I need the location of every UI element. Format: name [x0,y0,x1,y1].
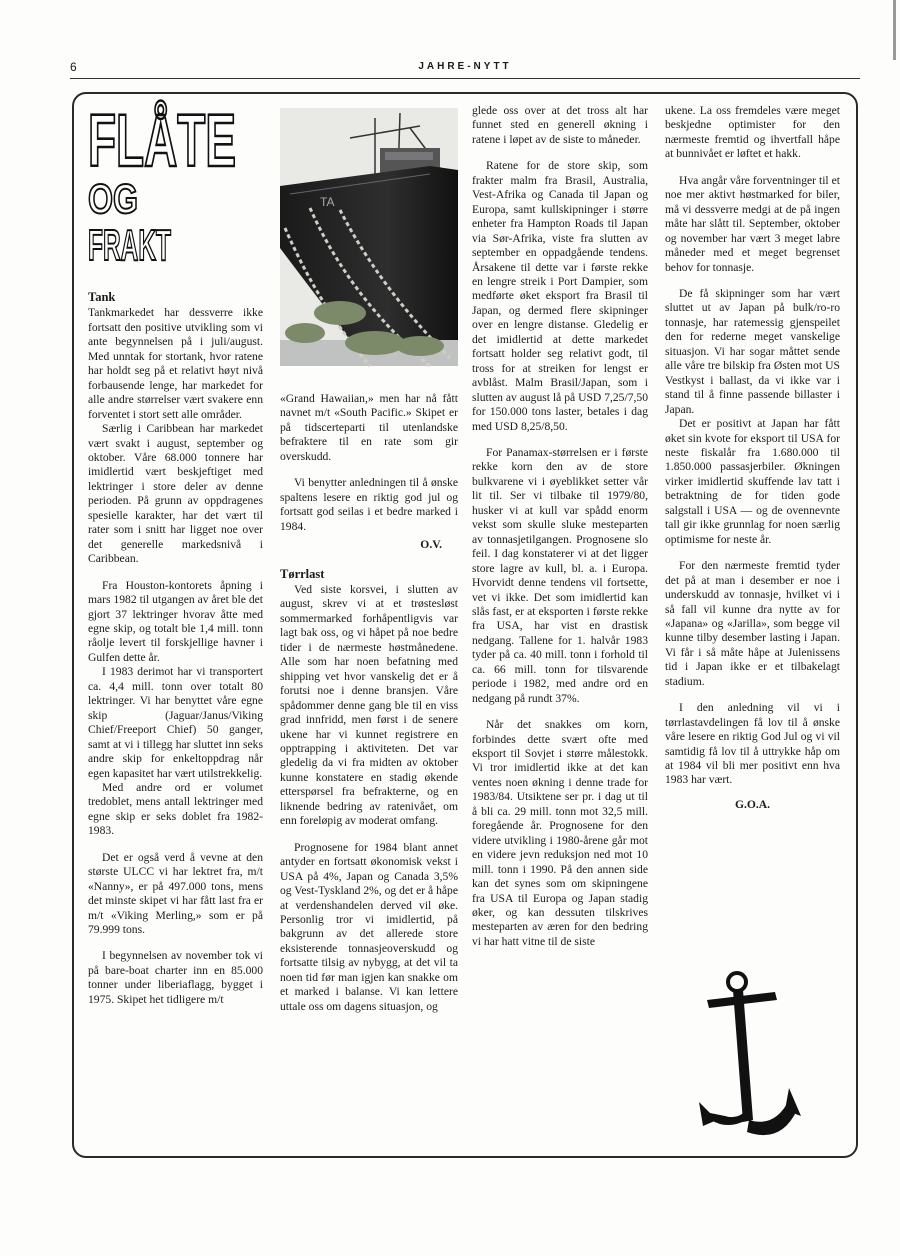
column-3 [472,104,648,949]
paragraph: Prognosene for 1984 blant annet antyder en fortsatt økonomisk vekst i USA på 4%, Japan og Canada 3,5% og Vest-Tyskland 2%, og det er å håpe at verdenshandelen derved vil øke. Personlig tror vi imidlertid, på bakgrunn av det allerede store eksisterende tonnasjeoverskudd og fortsatte tilsig av nybygg, at det vil ta noen tid før man igjen kan snakke om et marked i balanse. Vi kan lettere uttale oss om dagens situasjon, og [280,840,458,1013]
title-line-3: FRAKT [88,221,172,270]
paragraph: «Grand Hawaiian,» men har nå fått navnet m/t «South Pacific.» Skipet er på tidscerteparti til utenlandske befraktere til en rate som gir overskudd. [280,392,458,463]
paragraph: glede oss over at det tross alt har funnet sted en generell økning i ratene i løpet av de siste to måneder. [472,104,648,146]
article-title [86,98,246,268]
paragraph: For den nærmeste fremtid tyder det på at man i desember er noe i underskudd av tonnasje, hvilket vi i så fall vil kunne dra nytte av for «Japana» og «Jarilla», som begge vil kunne tilby desember lasting i Japan. Vi får i så måte håpe at Julenissens tid i Japan ikke er et tilbakelagt stadium. [665,559,840,688]
section-heading-torrlast: Tørrlast [280,566,325,581]
paragraph: ukene. La oss fremdeles være meget beskjedne optimister for den nærmeste fremtid og ihvertfall håpe at bunnivået er løftet et hakk. [665,104,840,161]
paragraph: De få skipninger som har vært sluttet ut av Japan på bulk/ro-ro tonnasje, har ratemessig gjenspeilet den for rederne meget vanskelige situasjon. Vi har sogar måttet sende alle våre tre bilskip fra Østen mot US Vestkyst i ballast, da vi ikke var i stand til å finne passende billaster i Japan. [665,286,840,416]
masthead: JAHRE-NYTT [418,61,512,72]
hull-lettering: TA [320,195,335,209]
paragraph: I den anledning vil vi i tørrlastavdelingen få lov til å ønske våre lesere en riktig God Jul og vi vil samtidig få lov til å uttrykke håp om at 1984 vil bli mer positivt enn hva 1983 har vært. [665,701,840,787]
signature-goa: G.O.A. [734,797,771,811]
paragraph: Det er også verd å vevne at den største ULCC vi har lektret fra, m/t «Nanny», er på 497.000 tons, mens det minste skipet vi har fått last fra er m/t «Viking Merling,» som er på 79.999 tons. [88,850,263,937]
ship-bow-photo [280,108,458,366]
paragraph: Særlig i Caribbean har markedet vært svakt i august, september og oktober. Våre 68.000 tonnere har imidlertid vært beskjeftiget med lektringer i store deler av denne perioden. På grunn av oppdragenes spesielle karakter, har det vært til rater som i snitt har ligget noe over det generelle markedsnivå i Caribbean. [88,422,263,566]
paragraph: Det er positivt at Japan har fått øket sin kvote for eksport til USA for neste fiskalår fra 1.680.000 til 1.850.000 passasjerbiler. Økningen virker imidlertid skuffende lav tatt i betraktning de for tiden gode salgstall i USA — og de ovennevnte tall gir ikke grunnlag for noen særlig optimisme for neste år. [665,417,840,546]
title-line-2: OG [88,175,138,222]
paragraph: I begynnelsen av november tok vi på bare-boat charter inn en 85.000 tonner under liberiaflagg, bygget i 1975. Skipet het tidligere m/t [88,949,263,1006]
paragraph: Ratene for de store skip, som frakter malm fra Brasil, Australia, Vest-Afrika og Canada til Japan og Europa, samt kullskipninger i større enheter fra Hampton Roads til Japan via Sør-Afrika, viste fra slutten av september en oppadgående tendens. Årsakene til dette var i første rekke en lengre streik i Port Dampier, som medførte øket eksport fra Brasil til Japan, og dermed flere skipninger over en lengre distanse. Gledelig er det imidlertid at dette markedet fortsatt holder seg relativt godt, til tross for at streiken for lengst er avblåst. Malm Brasil/Japan, som i slutten av august lå på USD 7,25/7,50 for 150.000 tons laster, betales i dag med USD 8,25/8,50. [472,159,648,433]
paragraph: Ved siste korsvei, i slutten av august, skrev vi at et trøstesløst sommermarked forhåpentligvis var lagt bak oss, og vi håpet på noe bedre tider i de nærmeste høstmånedene. Alle som har noen befatning med shipping vet hvor vanskelig det er å forutsi noe i denne bransjen. Våre spådommer denne gang ble til en viss grad innfridd, men først i de senere ukene har vi kunnet registrere en opptrapping i aktiviteten. Det var gledelig da vi fra midten av oktober kunne konstatere en stadig økende etterspørsel fra befrakterne, og en liknende bedring av ratenivået, om enn foreløpig av moderat omfang. [280,582,458,828]
paragraph: Vi benytter anledningen til å ønske spaltens lesere en riktig god jul og fortsatt god seilas i et bedre marked i 1984. [280,476,458,533]
column-4 [665,104,840,812]
page-header [70,60,860,80]
column-1 [88,290,263,1007]
page-number: 6 [70,60,77,74]
header-rule [70,78,860,79]
paragraph: Fra Houston-kontorets åpning i mars 1982 til utgangen av året ble det gjort 37 lektringer hvorav åtte med egne skip, og totalt ble 1,4 mill. tonn råolje levert til forskjellige havner i Gulfen dette år. [88,578,263,664]
scan-edge-mark [893,0,896,60]
paragraph: Med andre ord er volumet tredoblet, mens antall lektringer med egne skip er seks doblet fra 1982-1983. [88,780,263,838]
title-line-1: FLÅTE [88,99,236,182]
column-2 [280,392,458,1014]
paragraph: Tankmarkedet har dessverre ikke fortsatt den positive utvikling som vi ante begynnelsen på i juli/august. Med unntak for stortank, hvor ratene har holdt seg på et relativt høyt nivå forbausende lenge, har markedet for alle andre størrelser vært svakere enn forventet i stort sett alle områder. [88,306,263,421]
section-heading-tank: Tank [88,290,116,304]
paragraph: I 1983 derimot har vi transportert ca. 4,4 mill. tonn over totalt 80 lektringer. Vi har benyttet våre egne skip (Jaguar/Janus/Viking Chief/Freeport Chief) 50 ganger, samt at vi i tillegg har sluttet inn seks andre skip for enkeltoppdrag når egen kapasitet har vært utilstrekkelig. [88,665,263,780]
paragraph: For Panamax-størrelsen er i første rekke korn den av de store bulkvarene vi i øyeblikket setter vår lit til. Ser vi tilbake til 1979/80, husker vi at kull var spådd enorm vekst som skulle sluke mesteparten av tonnasjetilgangen. Prognosene slo feil. I dag konstaterer vi at det ligger store lagre av kull, bl. a. i Europa. Hvorvidt denne tendens vil fortsette, vet vi ikke. Det som imidlertid kan slås fast, er at eksporten i første rekke fra USA, har vist en drastisk nedgang. Tallene for 1. halvår 1983 tyder på ca. 40 mill. tonn i forhold til ca. 66 mill. tonn for tilsvarende periode i 1982, med andre ord en nedgang på rundt 37%. [472,445,648,705]
signature-ov: O.V. [420,538,442,552]
anchor-icon [697,970,817,1150]
paragraph: Når det snakkes om korn, forbindes dette svært ofte med eksport til Sovjet i større målestokk. Vi tror imidlertid ikke at det kan ventes noen økning i denne trade for 1983/84. Utsiktene ser pr. i dag ut til å bli ca. 29 mill. tonn mot 32,5 mill. foregående år. Prognosene for den videre utvikling i 1980-årene går mot en videre jevn reduksjon ned mot 10 mill. tonn i 1990. På den annen side kan det synes som om skipningene fra USA til Europa og Japan stadig øker, og kan dessuten tilskrives mesteparten av æren for den bedring vi har hatt vitne til de siste [472,718,648,948]
paragraph: Hva angår våre forventninger til et noe mer aktivt høstmarked for biler, må vi dessverre medgi at de på ingen måte har slått til. September, oktober og november har vært 3 meget labre måneder med et meget begrenset behov for tonnasje. [665,173,840,274]
